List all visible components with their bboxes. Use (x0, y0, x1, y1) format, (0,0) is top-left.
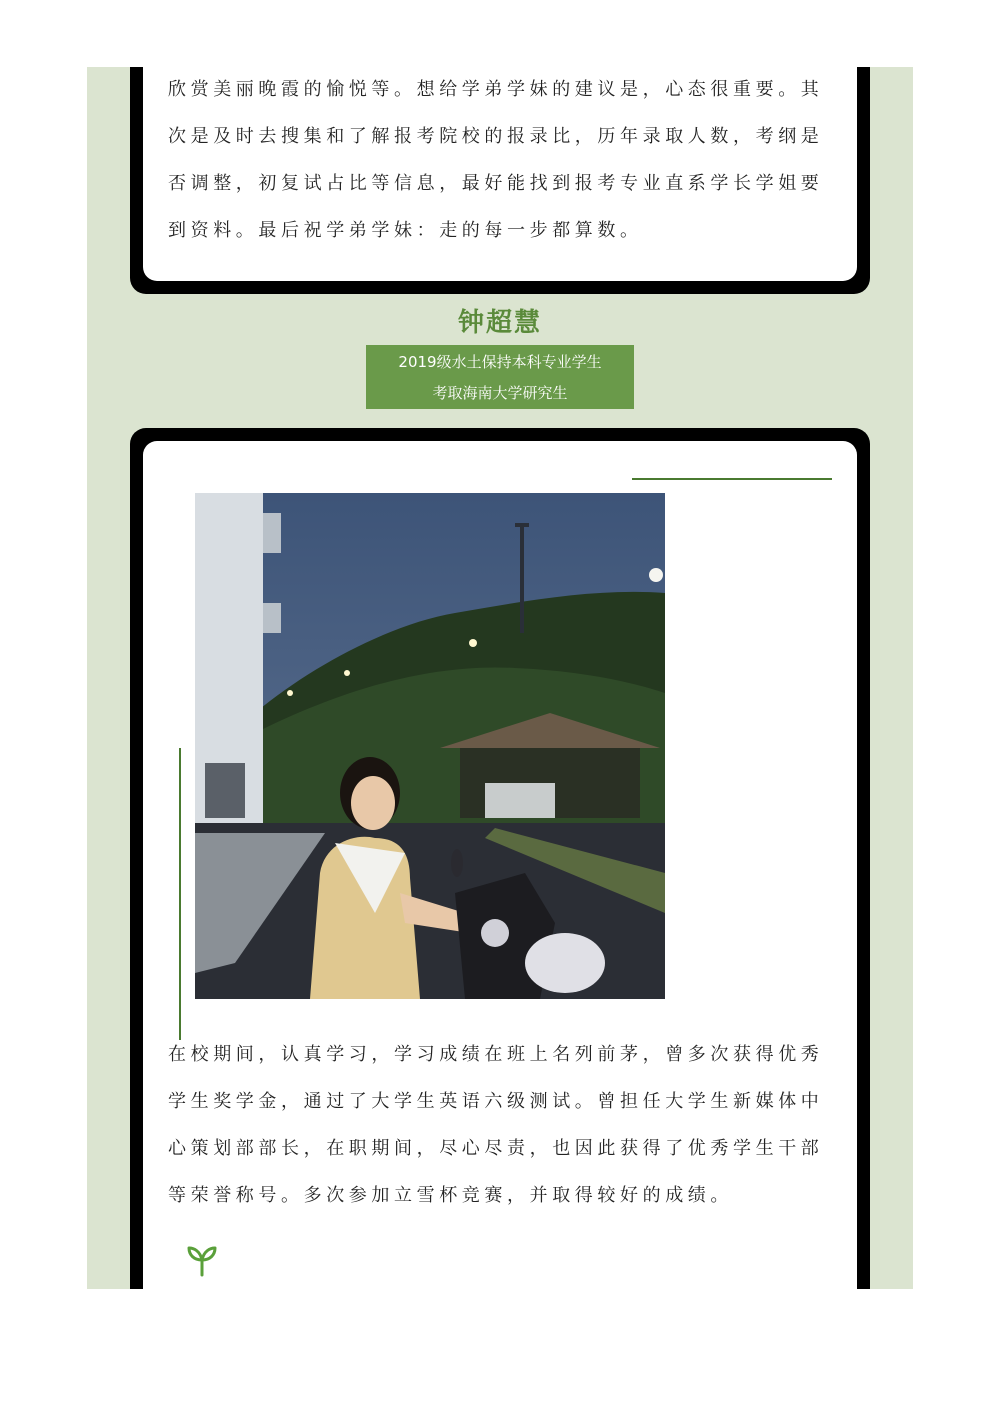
student-info-box (366, 345, 634, 409)
student-name: 钟超慧 (457, 308, 542, 338)
decorative-horizontal-line (632, 478, 832, 480)
profile-paragraph: 在校期间，认真学习，学习成绩在班上名列前茅，曾多次获得优秀学生奖学金，通过了大学生英语六级测试。曾担任大学生新媒体中心策划部部长，在职期间，尽心尽责，也因此获得了优秀学生干部等荣誉称号。多次参加立雪杯竞赛，并取得较好的成绩。 (168, 1044, 824, 1206)
student-photo (195, 493, 665, 999)
student-admission-line: 考取海南大学研究生 (432, 384, 568, 402)
decorative-vertical-line (179, 748, 181, 1040)
student-major-line: 2019级水土保持本科专业学生 (398, 353, 602, 371)
sprout-icon (186, 1243, 218, 1277)
top-card-paragraph: 欣赏美丽晚霞的愉悦等。想给学弟学妹的建议是，心态很重要。其次是及时去搜集和了解报考院校的报录比，历年录取人数，考纲是否调整，初复试占比等信息，最好能找到报考专业直系学长学姐要到资料。最后祝学弟学妹：走的每一步都算数。 (168, 79, 824, 241)
